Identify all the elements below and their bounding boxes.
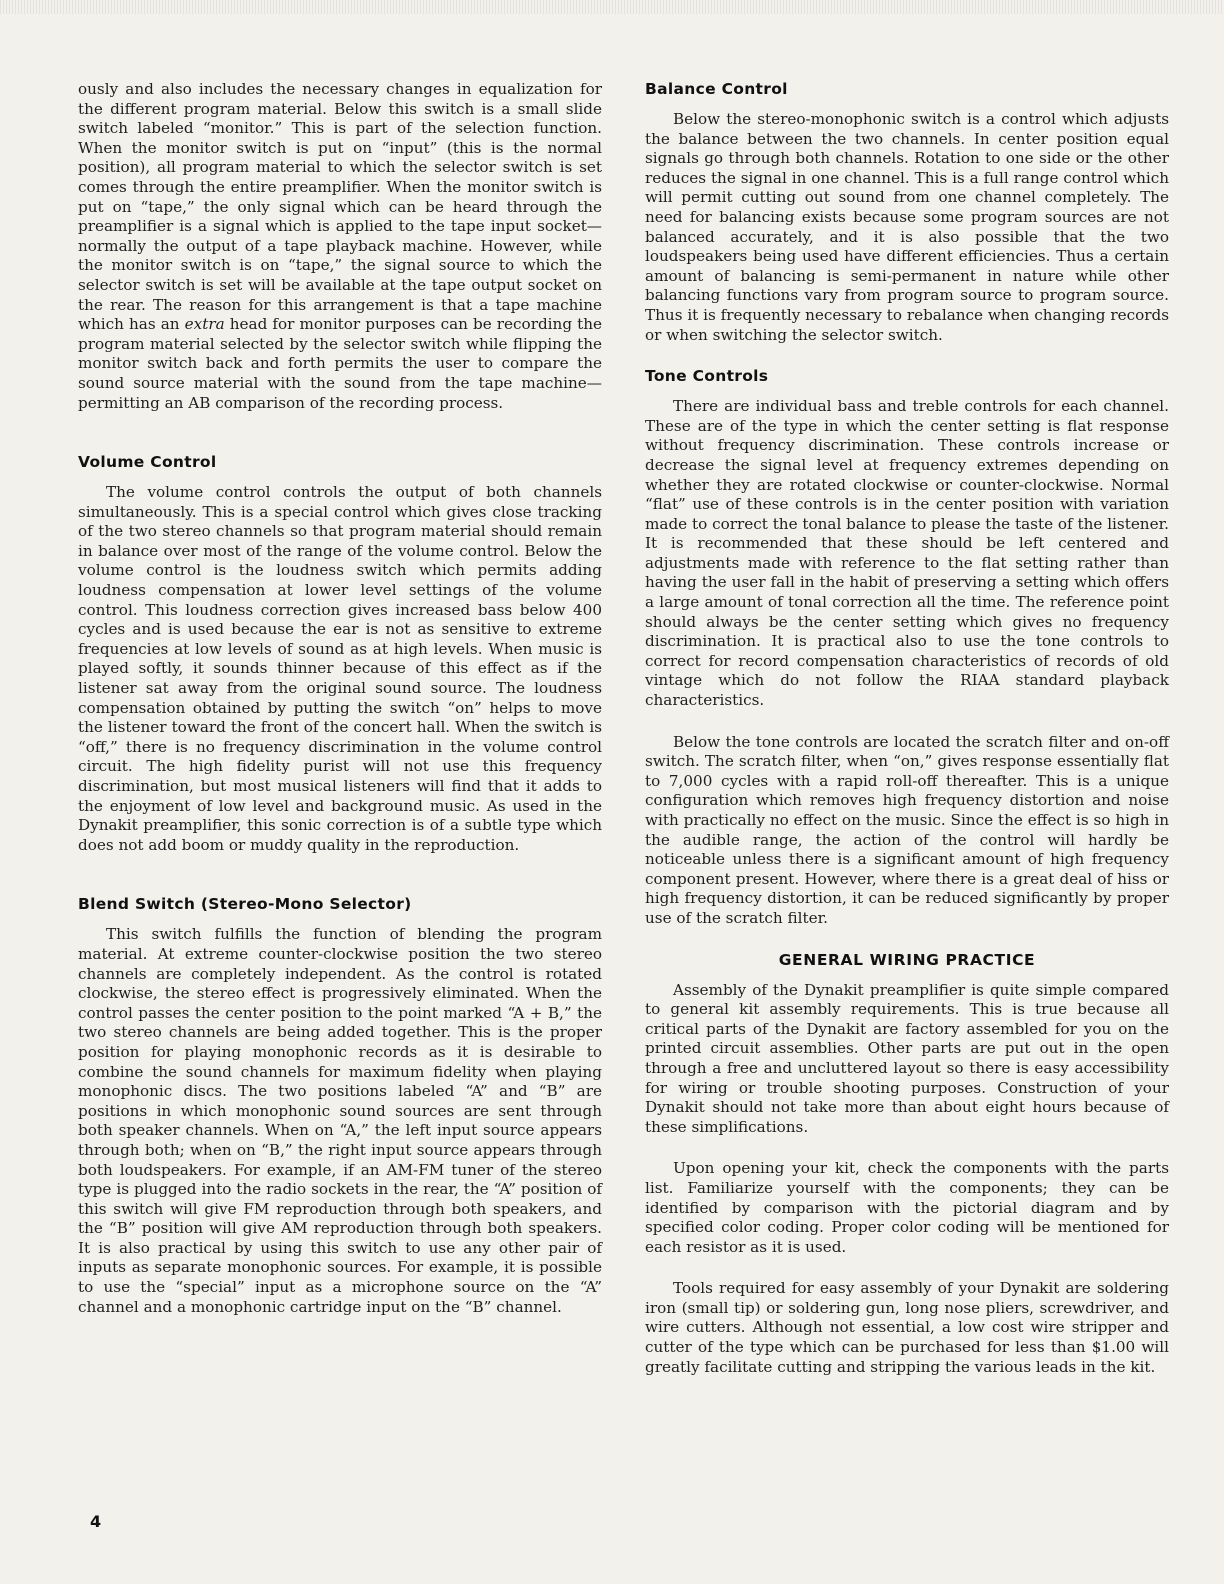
tone-controls-paragraph-1: There are individual bass and treble controls for each channel. These are of the type in which the center setting is flat response without frequency discrimination. These controls increase or decrease the signal level at frequency extremes depending on whether they are rotated clockwise or counter-clockwise. Normal “flat” use of these controls is in the center position with variation made to correct the tonal balance to please the taste of the listener. It is recommended that these should be left centered and adjustments made with reference to the flat setting rather than having the user fall in the habit of preserving a setting which offers a large amount of tonal correction all the time. The reference point should always be the center setting which gives no frequency discrimination. It is practical also to use the tone controls to correct for record compensation characteristics of records of old vintage which do not follow the RIAA standard playback characteristics.: [645, 397, 1169, 710]
wiring-paragraph-2: Upon opening your kit, check the components with the parts list. Familiarize yourself with the components; they can be identified by comparison with the pictorial diagram and by specified color coding. Proper color coding will be mentioned for each resistor as it is used.: [645, 1159, 1169, 1256]
volume-control-heading: Volume Control: [78, 453, 217, 472]
tone-controls-paragraph-2: Below the tone controls are located the scratch filter and on-off switch. The scratch filter, when “on,” gives response essentially flat to 7,000 cycles with a rapid roll-off thereafter. This is a unique configuration which removes high frequency distortion and noise with practically no effect on the music. Since the effect is so high in the audible range, the action of the control will hardly be noticeable unless there is a significant amount of high frequency component present. However, where there is a great deal of hiss or high frequency distortion, it can be reduced significantly by proper use of the scratch filter.: [645, 732, 1169, 927]
blend-switch-paragraph: This switch fulfills the function of blending the program material. At extreme counter-clockwise position the two stereo channels are completely independent. As the control is rotated clockwise, the stereo effect is progressively eliminated. When the control passes the center position to the point marked “A + B,” the two stereo channels are being added together. This is the proper position for playing monophonic records as it is desirable to combine the sound channels for maximum fidelity when playing monophonic discs. The two positions labeled “A” and “B” are positions in which monophonic sound sources are sent through both speaker channels. When on “A,” the left input source appears through both; when on “B,” the right input source appears through both loudspeakers. For example, if an AM-FM tuner of the stereo type is plugged into the radio sockets in the rear, the “A” position of this switch will give FM reproduction through both speakers, and the “B” position will give AM reproduction through both speakers. It is also practical by using this switch to use any other pair of inputs as separate monophonic sources. For example, it is possible to use the “special” input as a microphone source on the “A” channel and a monophonic cartridge input on the “B” channel.: [78, 925, 602, 1316]
right-column: [645, 80, 1169, 1399]
balance-control-heading: Balance Control: [645, 80, 788, 98]
wiring-paragraph-3: Tools required for easy assembly of your Dynakit are soldering iron (small tip) or soldering gun, long nose pliers, screwdriver, and wire cutters. Although not essential, a low cost wire stripper and cutter of the type which can be purchased for less than $1.00 will greatly facilitate cutting and stripping the various leads in the kit.: [645, 1279, 1169, 1376]
left-column: [78, 80, 602, 1339]
scan-artifact: [0, 0, 1224, 14]
volume-control-paragraph: The volume control controls the output of both channels simultaneously. This is a special control which gives close tracking of the two stereo channels so that program material should remain in balance over most of the range of the volume control. Below the volume control is the loudness switch which permits adding loudness compensation at lower level settings of the volume control. This loudness correction gives increased bass below 400 cycles and is used because the ear is not as sensitive to extreme frequencies at low levels of sound as at high levels. When music is played softly, it sounds thinner because of this effect as if the listener sat away from the original sound source. The loudness compensation obtained by putting the switch “on” helps to move the listener toward the front of the concert hall. When the switch is “off,” there is no frequency discrimination in the volume control circuit. The high fidelity purist will not use this frequency discrimination, but most musical listeners will find that it adds to the enjoyment of low level and background music. As used in the Dynakit preamplifier, this sonic correction is of a subtle type which does not add boom or muddy quality in the reproduction.: [78, 483, 602, 854]
wiring-paragraph-1: Assembly of the Dynakit preamplifier is quite simple compared to general kit assembly requirements. This is true because all critical parts of the Dynakit are factory assembled for you on the printed circuit assemblies. Other parts are put out in the open through a free and uncluttered layout so there is easy accessibility for wiring or trouble shooting purposes. Construction of your Dynakit should not take more than about eight hours because of these simplifications.: [645, 980, 1169, 1136]
blend-switch-heading: Blend Switch (Stereo-Mono Selector): [78, 895, 412, 914]
balance-control-paragraph: Below the stereo-monophonic switch is a control which adjusts the balance between the two channels. In center position equal signals go through both channels. Rotation to one side or the other reduces the signal in one channel. This is a full range control which will permit cutting out sound from one channel completely. The need for balancing exists because some program sources are not balanced accurately, and it is also possible that the two loudspeakers being used have different efficiencies. Thus a certain amount of balancing is semi-permanent in nature while other balancing functions vary from program source to program source. Thus it is frequently necessary to rebalance when changing records or when switching the selector switch.: [645, 110, 1169, 344]
monitor-paragraph: ously and also includes the necessary changes in equalization for the different program material. Below this switch is a small slide switch labeled “monitor.” This is part of the selection function. When the monitor switch is put on “input” (this is the normal position), all program material to which the selector switch is set comes through the entire preamplifier. When the monitor switch is put on “tape,” the only signal which can be heard through the preamplifier is a signal which is applied to the tape input socket—normally the output of a tape playback machine. However, while the monitor switch is on “tape,” the signal source to which the selector switch is set will be available at the tape output socket on the rear. The reason for this arrangement is that a tape machine which has an extra head for monitor purposes can be recording the program material selected by the selector switch while flipping the monitor switch back and forth permits the user to compare the sound source material with the sound from the tape machine—permitting an AB comparison of the recording process.: [78, 80, 603, 412]
page-number: 4: [90, 1512, 102, 1531]
tone-controls-heading: Tone Controls: [645, 367, 769, 386]
general-wiring-heading: GENERAL WIRING PRACTICE: [778, 950, 1036, 969]
